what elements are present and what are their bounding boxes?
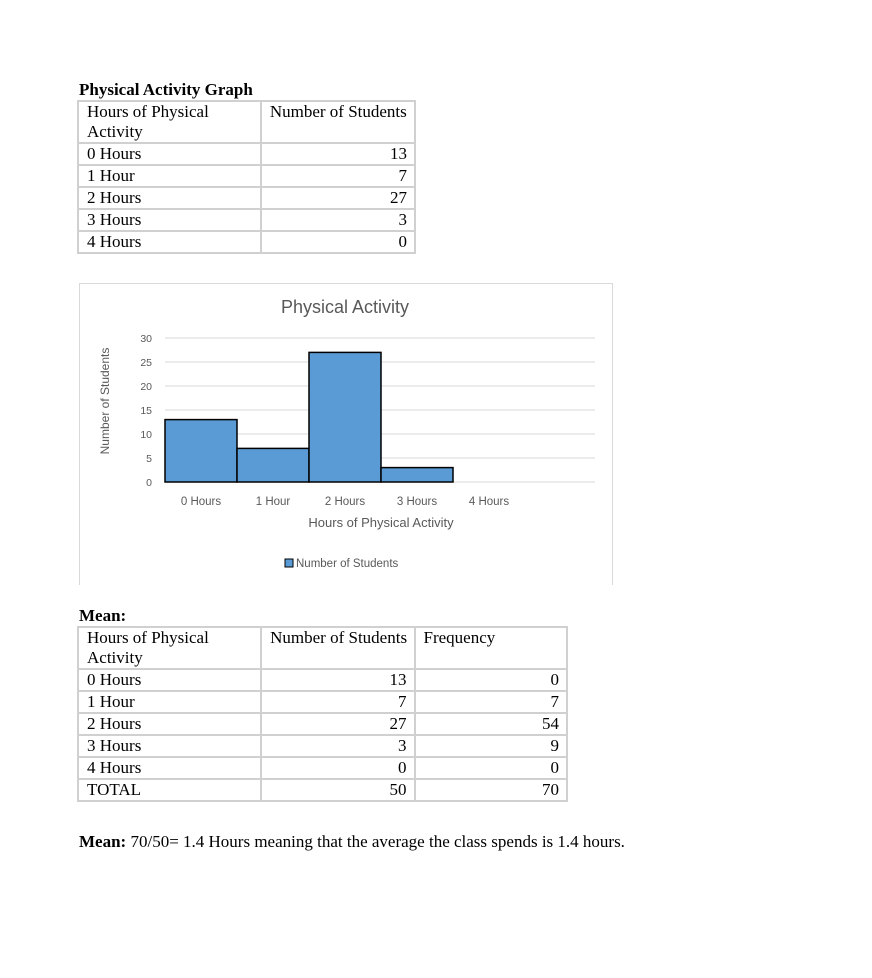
table-row [78, 735, 567, 757]
table-cell: 7 [415, 691, 568, 713]
physical-activity-chart [79, 283, 613, 585]
table-row [78, 757, 567, 779]
table-cell: 1 Hour [78, 165, 261, 187]
table-cell: 0 Hours [78, 143, 261, 165]
table-row [78, 187, 415, 209]
table-row [78, 143, 415, 165]
bar [309, 352, 381, 482]
column-header: Hours of Physical Activity [78, 101, 261, 143]
table-cell: TOTAL [78, 779, 261, 801]
table-cell: 0 [415, 669, 568, 691]
table-cell: 2 Hours [78, 187, 261, 209]
table-cell: 9 [415, 735, 568, 757]
column-header: Number of Students [261, 101, 415, 143]
table-cell: 2 Hours [78, 713, 261, 735]
table-cell: 70 [415, 779, 568, 801]
table-row [78, 231, 415, 253]
table-cell: 3 [261, 735, 414, 757]
bar [381, 468, 453, 482]
y-axis-label: Number of Students [98, 347, 112, 455]
graph-heading: Physical Activity Graph [79, 80, 253, 99]
bar [165, 420, 237, 482]
table-cell: 27 [261, 187, 415, 209]
table-row [78, 209, 415, 231]
x-tick-label: 4 Hours [468, 496, 510, 508]
legend-label: Number of Students [296, 558, 399, 570]
table-cell: 0 [415, 757, 568, 779]
table-cell: 4 Hours [78, 231, 261, 253]
x-tick-labels [181, 496, 510, 508]
bar [237, 448, 309, 482]
table-cell: 7 [261, 691, 414, 713]
table-row [78, 165, 415, 187]
table-cell: 27 [261, 713, 414, 735]
y-tick-label: 30 [140, 333, 152, 345]
table-total-row [78, 779, 567, 801]
y-tick-label: 15 [140, 405, 152, 417]
mean-summary-label: Mean: [79, 832, 127, 851]
column-header: Hours of Physical Activity [78, 627, 261, 669]
table-cell: 1 Hour [78, 691, 261, 713]
legend-swatch [285, 559, 293, 567]
table-cell: 54 [415, 713, 568, 735]
mean-table [77, 626, 568, 802]
x-axis-label: Hours of Physical Activity [308, 515, 454, 530]
y-tick-label: 20 [140, 381, 152, 393]
chart-legend [285, 558, 399, 570]
table-cell: 7 [261, 165, 415, 187]
x-tick-label: 2 Hours [324, 496, 366, 508]
table-cell: 4 Hours [78, 757, 261, 779]
mean-summary-text: 70/50= 1.4 Hours meaning that the average the class spends is 1.4 hours. [126, 832, 625, 851]
table-cell: 50 [261, 779, 414, 801]
y-tick-label: 0 [146, 477, 152, 489]
x-tick-label: 1 Hour [255, 496, 291, 508]
table-header-row [78, 627, 567, 669]
y-tick-labels [140, 333, 152, 489]
activity-table [77, 100, 416, 254]
mean-summary [79, 832, 625, 852]
chart-bars [165, 352, 453, 482]
mean-heading: Mean: [79, 606, 127, 625]
table-cell: 13 [261, 143, 415, 165]
table-cell: 3 [261, 209, 415, 231]
column-header: Frequency [415, 627, 568, 669]
x-tick-label: 0 Hours [180, 496, 222, 508]
x-tick-label: 3 Hours [396, 496, 438, 508]
table-header-row [78, 101, 415, 143]
y-tick-label: 5 [146, 453, 152, 465]
table-row [78, 669, 567, 691]
table-cell: 3 Hours [78, 209, 261, 231]
y-tick-label: 25 [140, 357, 152, 369]
table-row [78, 713, 567, 735]
table-cell: 0 [261, 757, 414, 779]
chart-title: Physical Activity [280, 297, 410, 317]
table-cell: 0 Hours [78, 669, 261, 691]
y-tick-label: 10 [140, 429, 152, 441]
table-row [78, 691, 567, 713]
table-cell: 0 [261, 231, 415, 253]
table-cell: 13 [261, 669, 414, 691]
table-cell: 3 Hours [78, 735, 261, 757]
column-header: Number of Students [261, 627, 414, 669]
